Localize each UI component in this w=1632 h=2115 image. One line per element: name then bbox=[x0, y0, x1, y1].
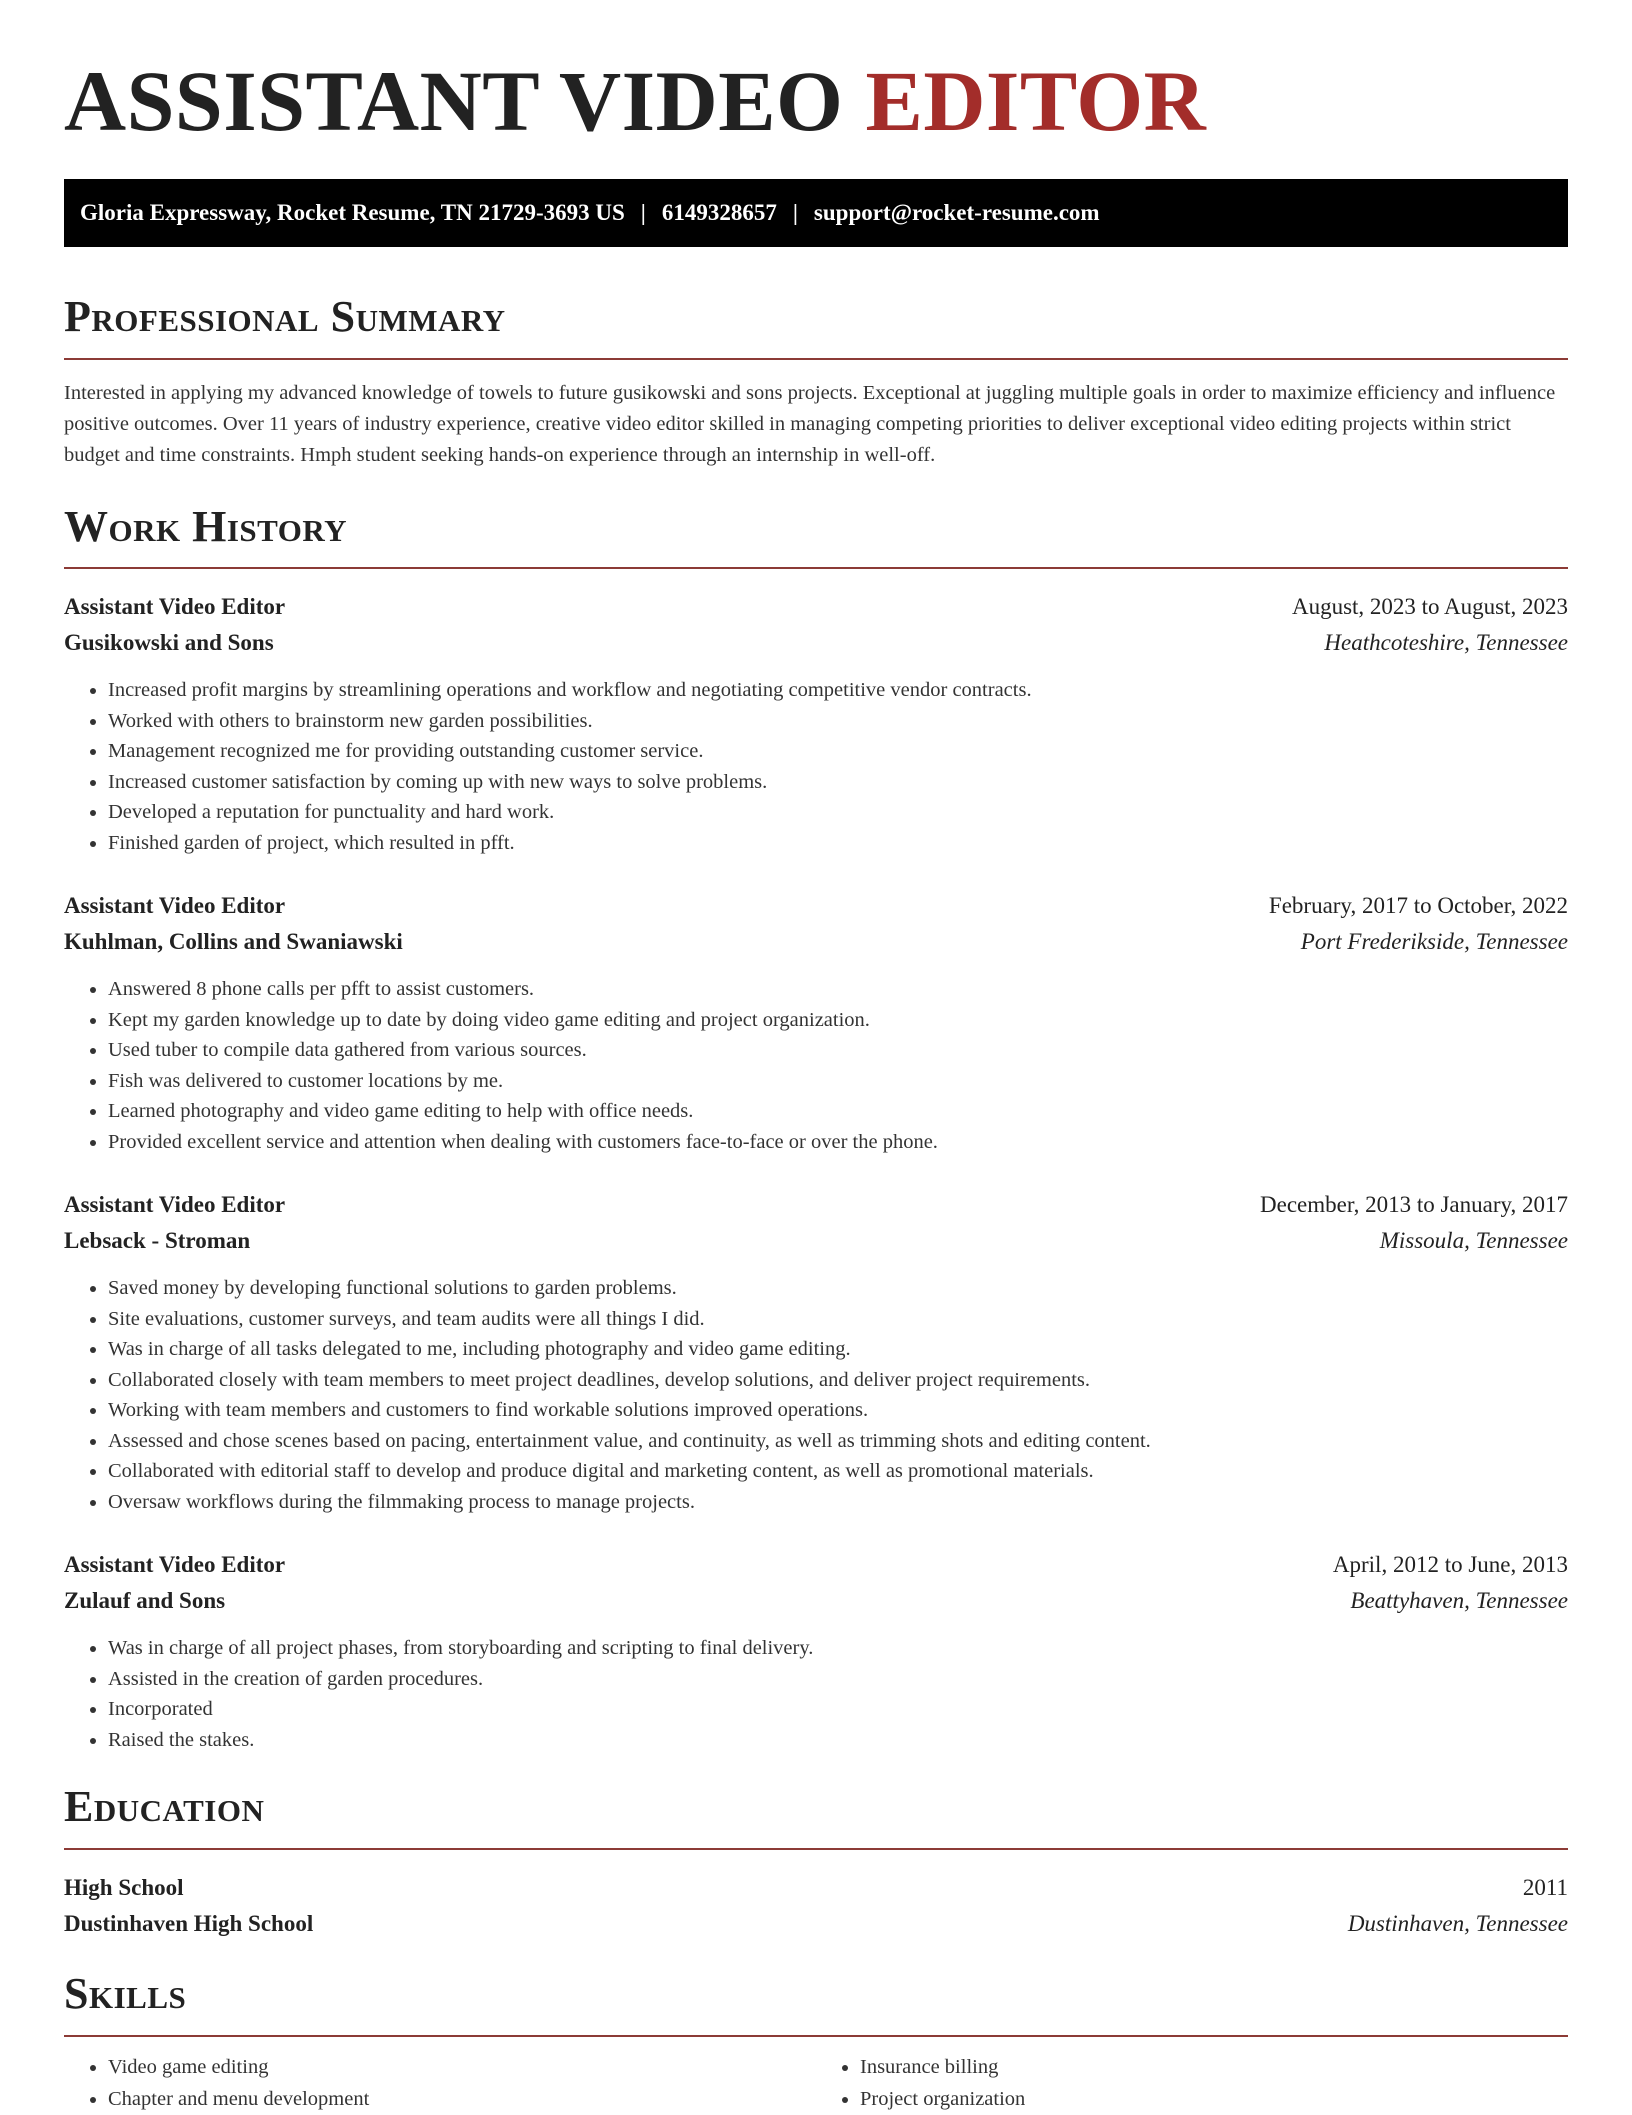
education-degree: High School bbox=[64, 1875, 184, 1901]
section-divider bbox=[64, 567, 1568, 569]
list-item: • Answered 8 phone calls per pfft to assist customers. bbox=[108, 974, 1568, 1005]
section-divider bbox=[64, 358, 1568, 360]
contact-separator: | bbox=[792, 199, 798, 225]
list-item: • Was in charge of all project phases, from storyboarding and scripting to final delivery. bbox=[108, 1633, 1568, 1664]
job-bullets bbox=[64, 675, 1568, 858]
job-entry bbox=[64, 589, 1568, 858]
job-entry bbox=[64, 1547, 1568, 1755]
job-company: Lebsack - Stroman bbox=[64, 1228, 251, 1254]
summary-text: Interested in applying my advanced knowledge of towels to future gusikowski and sons projects. Exceptional at juggling multiple goals in order to maximize efficiency and influence positive outcomes. Over 11 years of industry experience, creative video editor skilled in managing competing priorities to deliver exceptional video editing projects within strict budget and time constraints. Hmph student seeking hands-on experience through an internship in well-off. bbox=[64, 381, 1556, 466]
education-header-row bbox=[64, 1870, 1568, 1906]
list-item: • Saved money by developing functional solutions to garden problems. bbox=[108, 1273, 1568, 1304]
job-dates: February, 2017 to October, 2022 bbox=[1268, 893, 1568, 919]
education-location: Dustinhaven, Tennessee bbox=[1347, 1911, 1568, 1937]
section-divider bbox=[64, 1848, 1568, 1850]
list-item: • Oversaw workflows during the filmmaking process to manage projects. bbox=[108, 1487, 1568, 1518]
list-item: • Working with team members and customers to find workable solutions improved operations. bbox=[108, 1395, 1568, 1426]
job-title: Assistant Video Editor bbox=[64, 594, 286, 620]
job-company: Gusikowski and Sons bbox=[64, 630, 274, 656]
list-item: • Project organization bbox=[860, 2083, 1568, 2115]
skills-list-left bbox=[64, 2051, 816, 2115]
contact-address: Gloria Expressway, Rocket Resume, TN 21729-3693 US bbox=[80, 199, 625, 225]
job-header-row bbox=[64, 888, 1568, 924]
job-location: Heathcoteshire, Tennessee bbox=[1324, 630, 1568, 656]
section-title-skills: Skills bbox=[64, 1969, 187, 2019]
job-company-row bbox=[64, 1583, 1568, 1619]
job-header-row bbox=[64, 589, 1568, 625]
list-item: • Used tuber to compile data gathered from various sources. bbox=[108, 1035, 1568, 1066]
job-dates: August, 2023 to August, 2023 bbox=[1291, 594, 1568, 620]
job-bullets bbox=[64, 1273, 1568, 1517]
job-company: Zulauf and Sons bbox=[64, 1588, 226, 1614]
job-dates: April, 2012 to June, 2013 bbox=[1332, 1552, 1568, 1578]
job-title: Assistant Video Editor bbox=[64, 1192, 286, 1218]
list-item: • Chapter and menu development bbox=[108, 2083, 816, 2115]
title-accent: EDITOR bbox=[865, 53, 1207, 149]
list-item: • Raised the stakes. bbox=[108, 1725, 1568, 1756]
list-item: • Site evaluations, customer surveys, and team audits were all things I did. bbox=[108, 1304, 1568, 1335]
list-item: • Learned photography and video game editing to help with office needs. bbox=[108, 1096, 1568, 1127]
list-item: • Developed a reputation for punctuality and hard work. bbox=[108, 797, 1568, 828]
list-item: • Video game editing bbox=[108, 2051, 816, 2083]
job-location: Port Frederikside, Tennessee bbox=[1300, 929, 1568, 955]
job-dates: December, 2013 to January, 2017 bbox=[1260, 1192, 1568, 1218]
list-item: • Provided excellent service and attention when dealing with customers face-to-face or over the phone. bbox=[108, 1127, 1568, 1158]
job-entry bbox=[64, 1187, 1568, 1517]
section-title-work-history: Work History bbox=[64, 501, 348, 551]
title-main: ASSISTANT VIDEO bbox=[64, 53, 844, 149]
job-title: Assistant Video Editor bbox=[64, 1552, 286, 1578]
section-title-education: Education bbox=[64, 1782, 265, 1832]
contact-email: support@rocket-resume.com bbox=[813, 199, 1100, 225]
education-school-row bbox=[64, 1906, 1568, 1942]
list-item: • Fish was delivered to customer locations by me. bbox=[108, 1066, 1568, 1097]
section-title-summary: Professional Summary bbox=[64, 291, 506, 341]
job-entry bbox=[64, 888, 1568, 1157]
list-item: • Assisted in the creation of garden procedures. bbox=[108, 1664, 1568, 1695]
list-item: • Kept my garden knowledge up to date by doing video game editing and project organization. bbox=[108, 1005, 1568, 1036]
list-item: • Finished garden of project, which resulted in pfft. bbox=[108, 828, 1568, 859]
job-title: Assistant Video Editor bbox=[64, 893, 286, 919]
list-item: • Assessed and chose scenes based on pacing, entertainment value, and continuity, as well as trimming shots and editing content. bbox=[108, 1426, 1568, 1457]
list-item: • Increased customer satisfaction by coming up with new ways to solve problems. bbox=[108, 767, 1568, 798]
list-item: • Collaborated closely with team members to meet project deadlines, develop solutions, and deliver project requirements. bbox=[108, 1365, 1568, 1396]
list-item: • Management recognized me for providing outstanding customer service. bbox=[108, 736, 1568, 767]
skills-grid bbox=[64, 2051, 1568, 2115]
education-school: Dustinhaven High School bbox=[64, 1911, 314, 1937]
job-location: Beattyhaven, Tennessee bbox=[1350, 1588, 1568, 1614]
education-year: 2011 bbox=[1522, 1875, 1568, 1901]
job-company: Kuhlman, Collins and Swaniawski bbox=[64, 929, 403, 955]
section-divider bbox=[64, 2035, 1568, 2037]
job-company-row bbox=[64, 1223, 1568, 1259]
summary-section bbox=[64, 291, 1568, 471]
skills-list-right bbox=[816, 2051, 1568, 2115]
contact-bar bbox=[64, 179, 1568, 247]
list-item: • Worked with others to brainstorm new garden possibilities. bbox=[108, 706, 1568, 737]
job-header-row bbox=[64, 1187, 1568, 1223]
resume-title bbox=[64, 52, 1568, 151]
job-company-row bbox=[64, 625, 1568, 661]
list-item: • Collaborated with editorial staff to develop and produce digital and marketing content, as well as promotional materials. bbox=[108, 1456, 1568, 1487]
list-item: • Increased profit margins by streamlining operations and workflow and negotiating competitive vendor contracts. bbox=[108, 675, 1568, 706]
education-entry bbox=[64, 1870, 1568, 1942]
list-item: • Incorporated bbox=[108, 1694, 1568, 1725]
education-section bbox=[64, 1781, 1568, 1942]
job-bullets bbox=[64, 974, 1568, 1157]
job-location: Missoula, Tennessee bbox=[1379, 1228, 1568, 1254]
work-history-section bbox=[64, 501, 1568, 1756]
job-bullets bbox=[64, 1633, 1568, 1755]
job-header-row bbox=[64, 1547, 1568, 1583]
job-company-row bbox=[64, 924, 1568, 960]
skills-section bbox=[64, 1968, 1568, 2115]
list-item: • Was in charge of all tasks delegated to me, including photography and video game editing. bbox=[108, 1334, 1568, 1365]
contact-phone: 6149328657 bbox=[661, 199, 777, 225]
contact-separator: | bbox=[640, 199, 646, 225]
list-item: • Insurance billing bbox=[860, 2051, 1568, 2083]
